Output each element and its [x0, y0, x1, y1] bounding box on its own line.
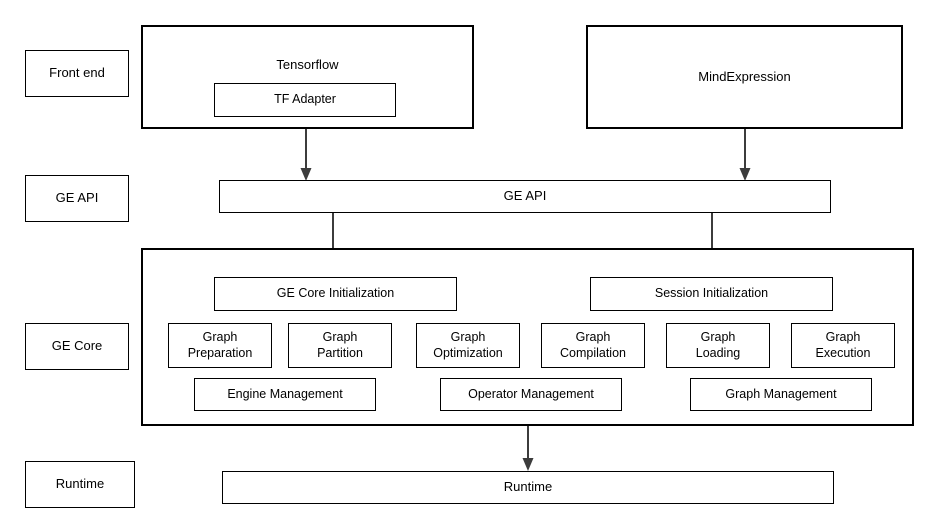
- session-initialization-label: Session Initialization: [654, 286, 769, 301]
- runtime-label: Runtime: [503, 479, 553, 495]
- graph-optimization-box: [416, 323, 520, 368]
- graph-partition-label-line1: Graph: [322, 329, 358, 344]
- operator-management-label: Operator Management: [468, 386, 594, 401]
- runtime-bar: [222, 471, 834, 504]
- mindexpression-label: MindExpression: [698, 68, 791, 84]
- engine-management-label: Engine Management: [227, 386, 343, 401]
- layer-label-text: Runtime: [55, 476, 105, 492]
- graph-optimization-label-line2: Optimization: [433, 345, 503, 360]
- graph-partition-box: [288, 323, 392, 368]
- graph-partition-label-line2: Partition: [317, 345, 363, 360]
- layer-label-runtime: [25, 461, 135, 508]
- tf-adapter-box: [214, 83, 396, 117]
- layer-label-ge-core: [25, 323, 129, 370]
- graph-loading-label-line1: Graph: [700, 329, 736, 344]
- layer-label-front-end: [25, 50, 129, 97]
- ge-api-label: GE API: [503, 188, 547, 204]
- ge-core-initialization-box: [214, 277, 457, 311]
- graph-execution-label-line1: Graph: [825, 329, 861, 344]
- graph-preparation-label-line1: Graph: [202, 329, 238, 344]
- ge-core-container: [141, 248, 914, 426]
- graph-loading-label-line2: Loading: [695, 345, 741, 360]
- ge-api-bar: [219, 180, 831, 213]
- arrow-mindexpression-to-ge-api: [735, 129, 755, 181]
- ge-core-initialization-label: GE Core Initialization: [276, 286, 395, 301]
- arrow-ge-core-to-runtime: [518, 426, 538, 471]
- graph-management-label: Graph Management: [725, 386, 837, 401]
- tf-adapter-label: TF Adapter: [274, 92, 336, 107]
- graph-execution-label-line2: Execution: [815, 345, 871, 360]
- graph-preparation-box: [168, 323, 272, 368]
- tensorflow-label: Tensorflow: [276, 57, 339, 72]
- graph-compilation-label-line2: Compilation: [559, 345, 626, 360]
- arrow-tensorflow-to-ge-api: [296, 129, 316, 181]
- layer-label-text: GE Core: [51, 338, 103, 354]
- engine-management-box: [194, 378, 376, 411]
- graph-preparation-label-line2: Preparation: [187, 345, 253, 360]
- graph-compilation-box: [541, 323, 645, 368]
- session-initialization-box: [590, 277, 833, 311]
- graph-management-box: [690, 378, 872, 411]
- layer-label-text: GE API: [55, 190, 99, 206]
- graph-compilation-label-line1: Graph: [575, 329, 611, 344]
- operator-management-box: [440, 378, 622, 411]
- tensorflow-container: [141, 25, 474, 129]
- graph-loading-box: [666, 323, 770, 368]
- layer-label-ge-api: [25, 175, 129, 222]
- layer-label-text: Front end: [49, 65, 105, 81]
- graph-execution-box: [791, 323, 895, 368]
- graph-optimization-label-line1: Graph: [450, 329, 486, 344]
- mindexpression-container: [586, 25, 903, 129]
